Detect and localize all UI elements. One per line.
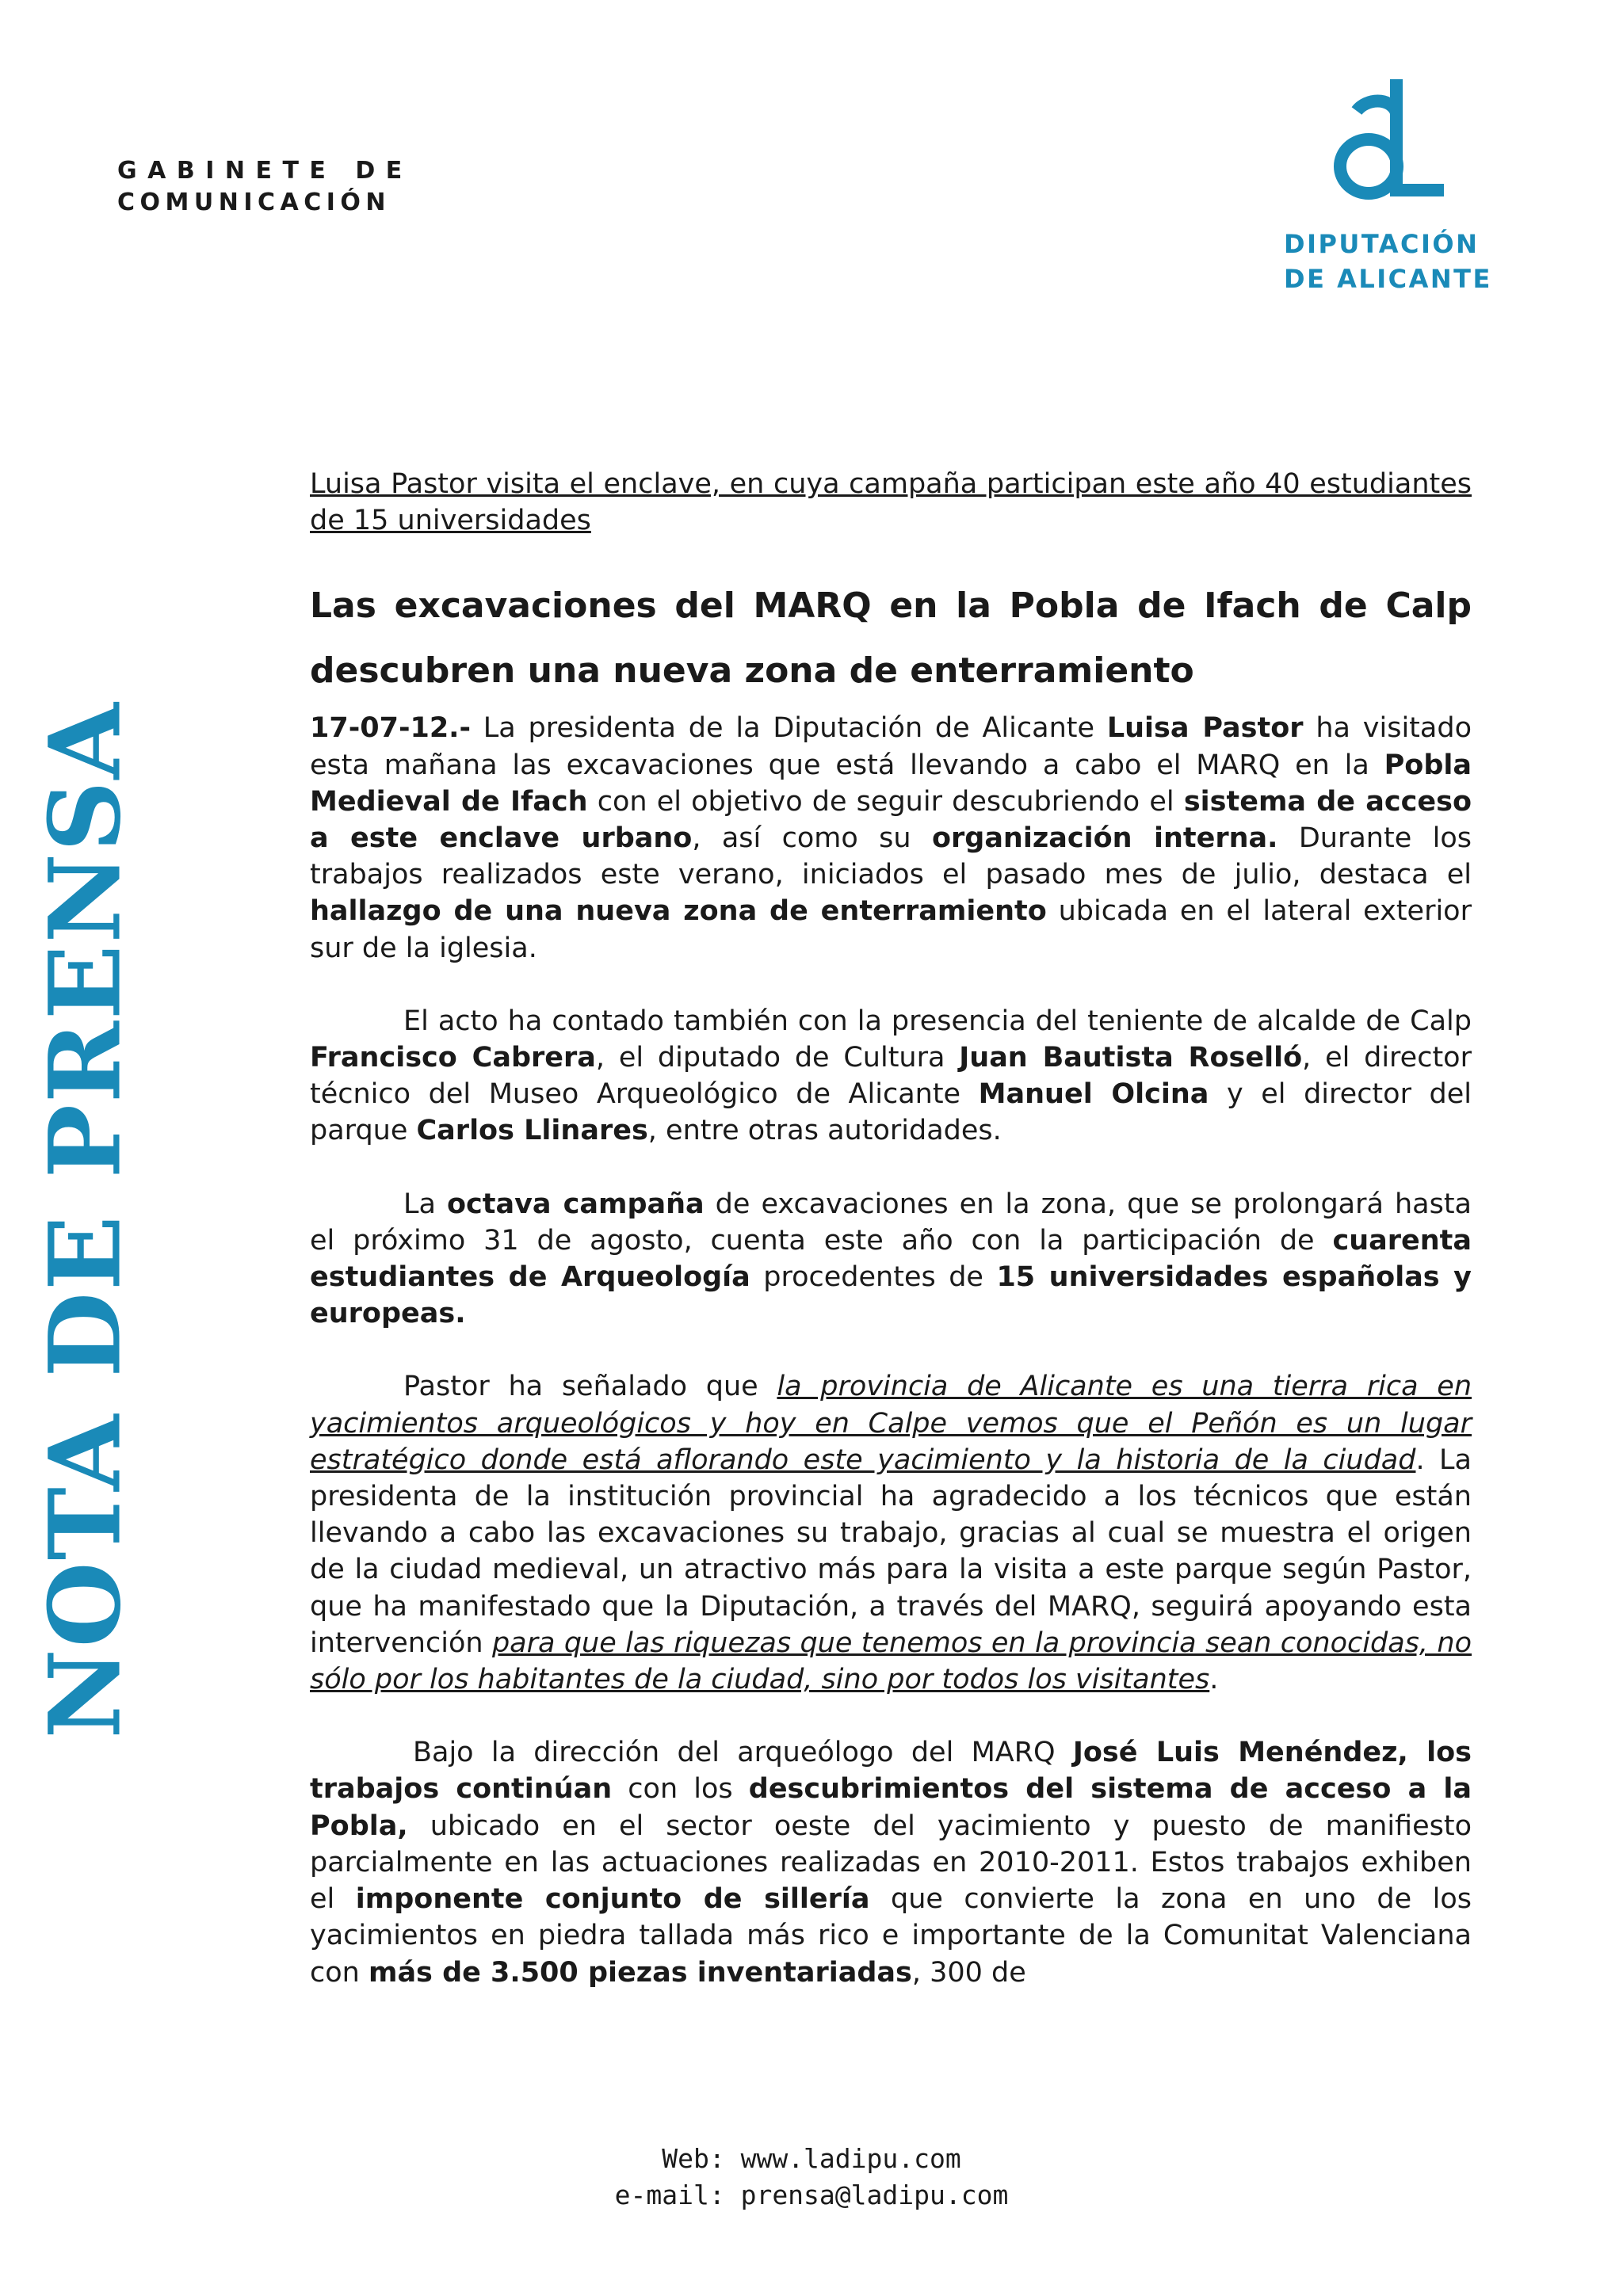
- footer-email: e-mail: prensa@ladipu.com: [614, 2180, 1009, 2210]
- department-heading: [117, 155, 413, 219]
- footer: [0, 2141, 1623, 2214]
- paragraph-2: El acto ha contado también con la presencia del teniente de alcalde de Calp Francisco Cabrera, el diputado de Cultura Juan Bautista Roselló, el director técnico del Museo Arqueológico de Alicante Manuel Olcina y el director del parque Carlos Llinares, entre otras autoridades.: [310, 1005, 1472, 1147]
- article: [310, 466, 1472, 1991]
- logo-line-1: DIPUTACIÓN: [1284, 229, 1480, 259]
- diputacion-al-logo-icon: [1325, 73, 1452, 200]
- diputacion-logo: [1284, 73, 1490, 311]
- article-subtitle: Luisa Pastor visita el enclave, en cuya campaña participan este año 40 estudiantes de 15 universidades: [310, 468, 1472, 537]
- quote-1: la provincia de Alicante es una tierra rica en yacimientos arqueológicos y hoy en Calpe vemos que el Peñón es un lugar estratégico donde está aflorando este yacimiento y la historia de la ciudad: [310, 1371, 1472, 1476]
- article-headline: Las excavaciones del MARQ en la Pobla de Ifach de Calp descubren una nueva zona de enterramiento: [310, 585, 1472, 692]
- quote-2: para que las riquezas que tenemos en la provincia sean conocidas, no sólo por los habitantes de la ciudad, sino por todos los visitantes: [310, 1627, 1472, 1696]
- paragraph-1: 17-07-12.- La presidenta de la Diputación de Alicante Luisa Pastor ha visitado esta mañana las excavaciones que está llevando a cabo el MARQ en la Pobla Medieval de Ifach con el objetivo de seguir descubriendo el sistema de acceso a este enclave urbano, así como su organización interna. Durante los trabajos realizados este verano, iniciados el pasado mes de julio, destaca el hallazgo de una nueva zona de enterramiento ubicada en el lateral exterior sur de la iglesia.: [310, 712, 1472, 964]
- paragraph-3: La octava campaña de excavaciones en la zona, que se prolongará hasta el próximo 31 de agosto, cuenta este año con la participación de cuarenta estudiantes de Arqueología procedentes de 15 universidades españolas y europeas.: [310, 1188, 1472, 1330]
- paragraph-4: Pastor ha señalado que la provincia de Alicante es una tierra rica en yacimientos arqueológicos y hoy en Calpe vemos que el Peñón es un lugar estratégico donde está aflorando este yacimiento y la historia de la ciudad. La presidenta de la institución provincial ha agradecido a los técnicos que están llevando a cabo las excavaciones su trabajo, gracias al cual se muestra el origen de la ciudad medieval, un atractivo más para la visita a este parque según Pastor, que ha manifestado que la Diputación, a través del MARQ, seguirá apoyando esta intervención para que las riquezas que tenemos en la provincia sean conocidas, no sólo por los habitantes de la ciudad, sino por todos los visitantes.: [310, 1371, 1472, 1696]
- press-date: 17-07-12.-: [310, 712, 471, 745]
- department-line-1: GABINETE DE: [117, 157, 413, 185]
- footer-web: Web: www.ladipu.com: [662, 2143, 961, 2174]
- department-line-2: COMUNICACIÓN: [117, 189, 391, 216]
- paragraph-5: Bajo la dirección del arqueólogo del MARQ José Luis Menéndez, los trabajos continúan con los descubrimientos del sistema de acceso a la Pobla, ubicado en el sector oeste del yacimiento y puesto de manifiesto parcialmente en las actuaciones realizadas en 2010-2011. Estos trabajos exhiben el imponente conjunto de sillería que convierte la zona en uno de los yacimientos en piedra tallada más rico e importante de la Comunitat Valenciana con más de 3.500 piezas inventariadas, 300 de: [310, 1737, 1472, 1989]
- nota-de-prensa-label: NOTA DE PRENSA: [28, 701, 143, 1739]
- logo-line-2: DE ALICANTE: [1284, 264, 1492, 294]
- logo-text: [1284, 227, 1490, 296]
